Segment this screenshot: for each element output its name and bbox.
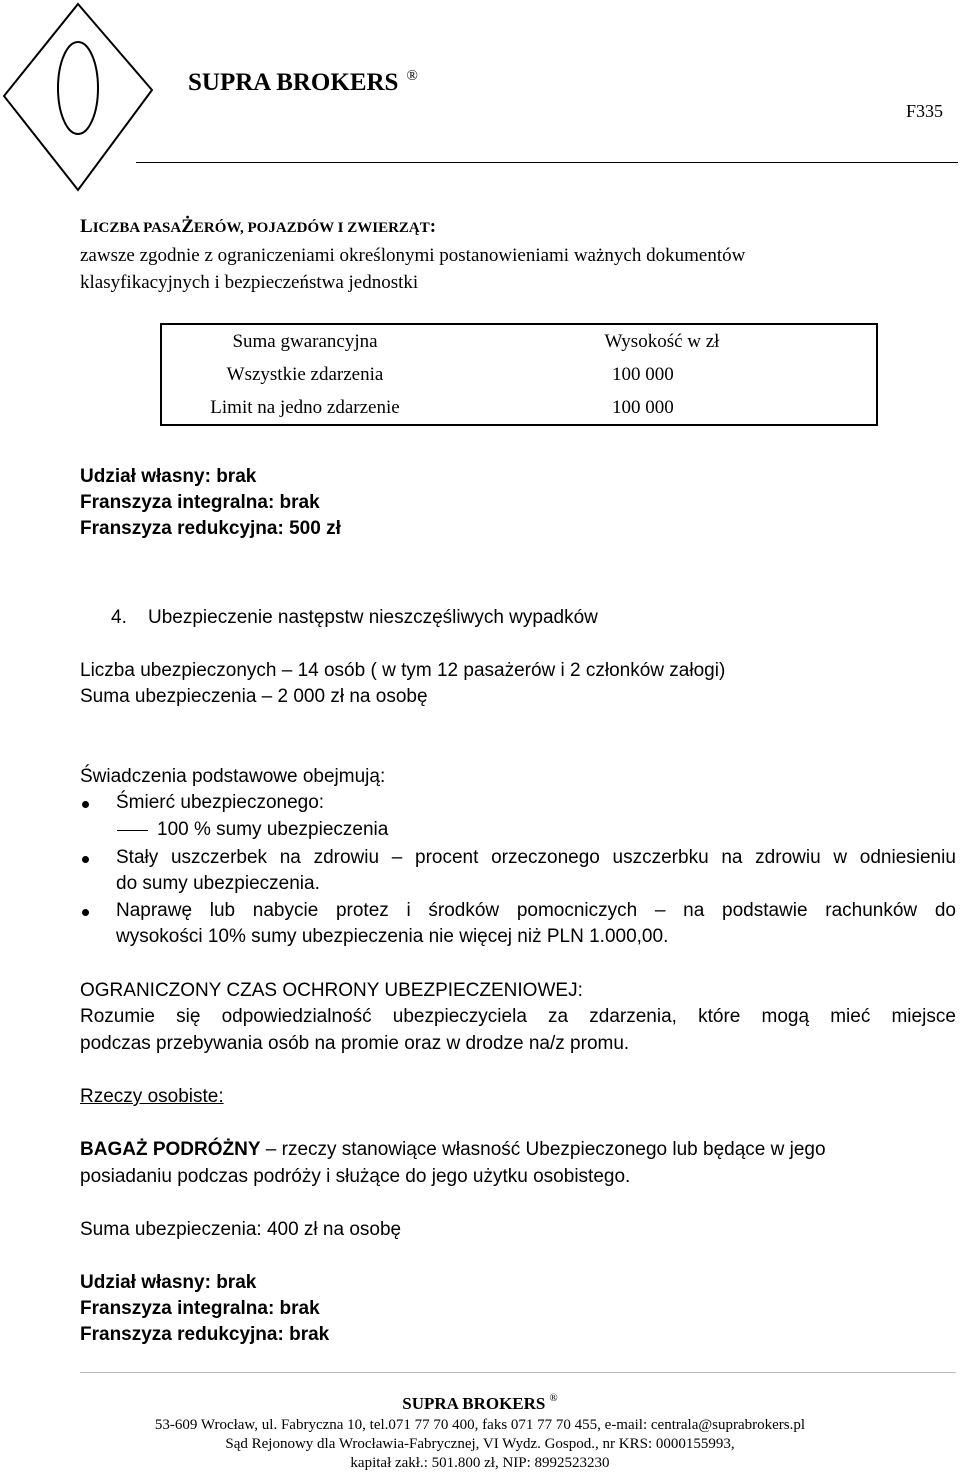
header-divider xyxy=(136,162,958,163)
bullet-icon xyxy=(82,801,89,808)
benefits-intro: Świadczenia podstawowe obejmują: xyxy=(80,766,386,787)
own-share-1: Udział własny: brak xyxy=(80,466,257,487)
death-benefit-amount: 100 % sumy ubezpieczenia xyxy=(157,819,389,840)
death-benefit: Śmierć ubezpieczonego: xyxy=(116,792,325,813)
limited-time-line-2: podczas przebywania osób na promie oraz w drodze na/z promu. xyxy=(80,1033,630,1054)
registered-mark: ® xyxy=(406,68,418,84)
footer-address: 53-609 Wrocław, ul. Fabryczna 10, tel.071 77 70 400, faks 071 77 70 455, e-mail: centrala@suprabrokers.pl xyxy=(154,1417,806,1433)
table-header-row xyxy=(161,324,877,358)
footer-capital: kapitał zakł.: 501.800 zł, NIP: 8992523230 xyxy=(350,1455,610,1471)
passengers-line-1: zawsze zgodnie z ograniczeniami określonymi postanowieniami ważnych dokumentów xyxy=(80,245,746,266)
reductive-franchise-2: Franszyza redukcyjna: brak xyxy=(80,1324,330,1345)
sums-table xyxy=(160,323,878,426)
own-share-2: Udział własny: brak xyxy=(80,1272,257,1293)
footer-court: Sąd Rejonowy dla Wrocławia-Fabrycznej, VI Wydz. Gospod., nr KRS: 0000155993, xyxy=(225,1436,735,1452)
prosthesis-line-2: wysokości 10% sumy ubezpieczenia nie więcej niż PLN 1.000,00. xyxy=(116,926,669,947)
table-cell: Wszystkie zdarzenia xyxy=(226,363,384,385)
limited-time-line-1: Rozumie się odpowiedzialność ubezpieczyciela za zdarzenia, które mogą mieć miejsce xyxy=(80,1006,956,1027)
section-number: 4. xyxy=(111,607,127,628)
limited-time-title: OGRANICZONY CZAS OCHRONY UBEZPIECZENIOWEJ: xyxy=(80,980,583,1001)
bullet-icon xyxy=(82,909,89,916)
footer-brand: SUPRA BROKERS ® xyxy=(402,1392,558,1413)
table-cell: 100 000 xyxy=(612,396,674,418)
table-cell: 100 000 xyxy=(612,363,674,385)
section-title: Ubezpieczenie następstw nieszczęśliwych wypadków xyxy=(148,607,598,628)
integral-franchise-2: Franszyza integralna: brak xyxy=(80,1298,320,1319)
permanent-damage-line-1: Stały uszczerbek na zdrowiu – procent orzeczonego uszczerbku na zdrowiu w odniesieniu xyxy=(116,847,956,868)
baggage-line-2: posiadaniu podczas podróży i służące do jego użytku osobistego. xyxy=(80,1166,631,1187)
table-cell: Limit na jedno zdarzenie xyxy=(210,396,400,418)
personal-items-title: Rzeczy osobiste: xyxy=(80,1086,224,1107)
passengers-line-2: klasyfikacyjnych i bezpieczeństwa jednostki xyxy=(80,272,419,293)
reductive-franchise-1: Franszyza redukcyjna: 500 zł xyxy=(80,518,341,539)
supra-brokers-logo xyxy=(0,0,180,200)
baggage-line-1: BAGAŻ PODRÓŻNY – rzeczy stanowiące własność Ubezpieczonego lub będące w jego xyxy=(80,1139,826,1160)
passengers-heading: LICZBA PASAŻERÓW, POJAZDÓW I ZWIERZĄT: xyxy=(80,216,437,237)
table-row xyxy=(161,358,877,391)
permanent-damage-line-2: do sumy ubezpieczenia. xyxy=(116,873,320,894)
form-code: F335 xyxy=(906,101,944,121)
integral-franchise-1: Franszyza integralna: brak xyxy=(80,492,320,513)
footer-divider xyxy=(80,1372,956,1373)
table-row xyxy=(161,391,877,425)
table-header-cell: Wysokość w zł xyxy=(604,330,720,352)
baggage-sum: Suma ubezpieczenia: 400 zł na osobę xyxy=(80,1219,402,1240)
insured-sum: Suma ubezpieczenia – 2 000 zł na osobę xyxy=(80,686,428,707)
bullet-icon xyxy=(82,856,89,863)
brand-name: SUPRA BROKERS ® xyxy=(188,68,418,96)
insured-count: Liczba ubezpieczonych – 14 osób ( w tym 12 pasażerów i 2 członków załogi) xyxy=(80,660,726,681)
dash-icon xyxy=(117,830,148,831)
table-header-cell: Suma gwarancyjna xyxy=(232,330,378,352)
prosthesis-line-1: Naprawę lub nabycie protez i środków pomocniczych – na podstawie rachunków do xyxy=(116,900,956,921)
